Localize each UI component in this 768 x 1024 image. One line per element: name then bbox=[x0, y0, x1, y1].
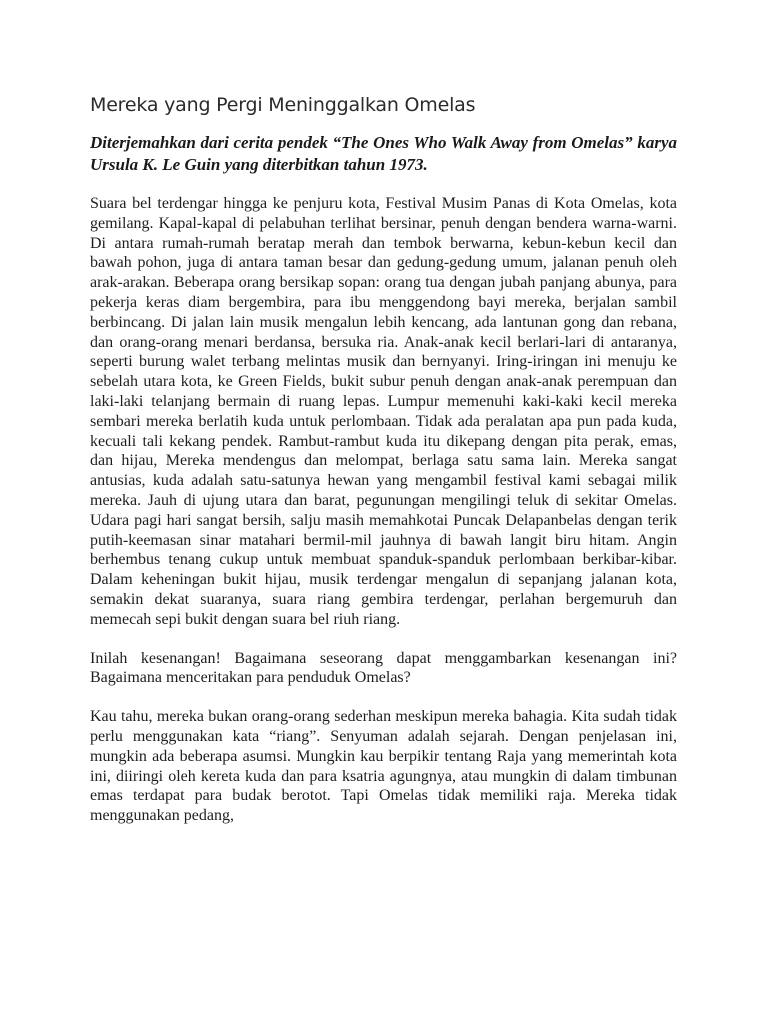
paragraph-3: Kau tahu, mereka bukan orang-orang sederhan meskipun mereka bahagia. Kita sudah tidak perlu menggunakan kata “riang”. Senyuman adalah sejarah. Dengan penjelasan ini, mungkin ada beberapa asumsi. Mungkin kau berpikir tentang Raja yang memerintah kota ini, diiringi oleh kereta kuda dan para ksatria agungnya, atau mungkin di dalam timbunan emas terdapat para budak berotot. Tapi Omelas tidak memiliki raja. Mereka tidak menggunakan pedang, bbox=[90, 708, 677, 825]
paragraph-1: Suara bel terdengar hingga ke penjuru kota, Festival Musim Panas di Kota Omelas, kota gemilang. Kapal-kapal di pelabuhan terlihat bersinar, penuh dengan bendera warna-warni. Di antara rumah-rumah beratap merah dan tembok berwarna, kebun-kebun kecil dan bawah pohon, juga di antara taman besar dan gedung-gedung umum, jalanan penuh oleh arak-arakan. Beberapa orang bersikap sopan: orang tua dengan jubah panjang abunya, para pekerja keras diam bergembira, para ibu menggendong bayi mereka, berjalan sambil berbincang. Di jalan lain musik mengalun lebih kencang, ada lantunan gong dan rebana, dan orang-orang menari berdansa, bersuka ria. Anak-anak kecil berlari-lari di antaranya, seperti burung walet terbang melintas musik dan bernyanyi. Iring-iringan ini menuju ke sebelah utara kota, ke Green Fields, bukit subur penuh dengan anak-anak perempuan dan laki-laki telanjang bermain di ruang lepas. Lumpur memenuhi kaki-kaki kecil mereka sembari mereka berlatih kuda untuk perlombaan. Tidak ada peralatan apa pun pada kuda, kecuali tali kekang pendek. Rambut-rambut kuda itu dikepang dengan pita perak, emas, dan hijau, Mereka mendengus dan melompat, berlaga satu sama lain. Mereka sangat antusias, kuda adalah satu-satunya hewan yang mengambil festival kami sebagai milik mereka. Jauh di ujung utara dan barat, pegunungan mengilingi teluk di sekitar Omelas. Udara pagi hari sangat bersih, salju masih memahkotai Puncak Delapanbelas dengan terik putih-keemasan sinar matahari bermil-mil jauhnya di bawah langit biru hitam. Angin berhembus tenang cukup untuk membuat spanduk-spanduk perlombaan berkibar-kibar. Dalam keheningan bukit hijau, musik terdengar mengalun di sepanjang jalanan kota, semakin dekat suaranya, suara riang gembira terdengar, perlahan bergemuruh dan memecah sepi bukit dengan suara bel riuh riang. bbox=[90, 195, 677, 628]
document-page bbox=[90, 92, 677, 845]
paragraph-2: Inilah kesenangan! Bagaimana seseorang dapat menggambarkan kesenangan ini? Bagaimana menceritakan para penduduk Omelas? bbox=[90, 649, 677, 687]
page-title: Mereka yang Pergi Meninggalkan Omelas bbox=[90, 94, 476, 116]
document-subtitle: Diterjemahkan dari cerita pendek “The Ones Who Walk Away from Omelas” karya Ursula K. Le Guin yang diterbitkan tahun 1973. bbox=[90, 133, 677, 174]
